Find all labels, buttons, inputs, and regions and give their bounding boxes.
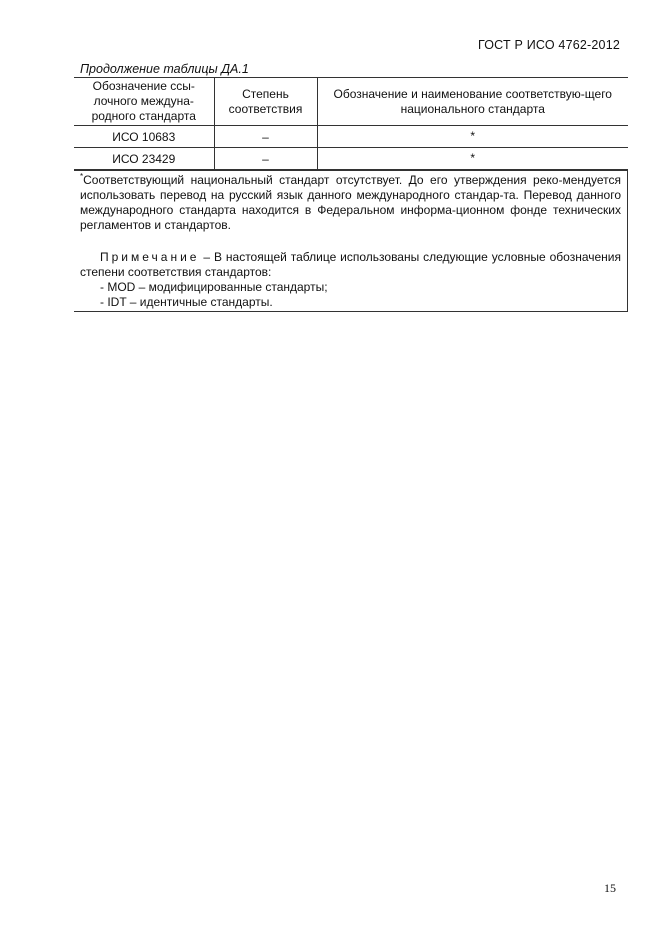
column-header-national: Обозначение и наименование соответствую-щего национального стандарта [317,78,628,126]
column-header-degree: Степень соответствия [214,78,317,126]
footnote-mark: * [80,172,84,181]
column-header-reference: Обозначение ссы-лочного междуна-родного стандарта [74,78,214,126]
table [74,77,628,170]
page-number: 15 [604,881,616,895]
note-item-idt: - IDT – идентичные стандарты. [100,295,273,309]
table-row [74,148,628,170]
note-item-mod: - MOD – модифицированные стандарты; [100,280,328,294]
cell-reference: ИСО 23429 [74,148,214,170]
document-code: ГОСТ Р ИСО 4762-2012 [477,38,620,52]
note [80,250,621,280]
cell-degree: – [214,126,317,148]
cell-reference: ИСО 10683 [74,126,214,148]
table-header-row [74,78,628,126]
table-row [74,126,628,148]
footnote-text: Соответствующий национальный стандарт отсутствует. До его утверждения реко-мендуется использовать перевод на русский язык данного международного стандар-та. Перевод данного международного стандарта находится в Федеральном информа-ционном фонде технических регламентов и стандартов. [80,173,621,232]
correspondence-table [74,77,628,312]
table-caption: Продолжение таблицы ДА.1 [80,62,249,76]
cell-national: * [317,126,628,148]
cell-national: * [317,148,628,170]
footnote [80,173,621,233]
note-text: – В настоящей таблице использованы следующие условные обозначения степени соответствия стандартов: [80,250,621,279]
table-notes [74,170,628,312]
cell-degree: – [214,148,317,170]
note-label: Примечание [100,250,200,264]
